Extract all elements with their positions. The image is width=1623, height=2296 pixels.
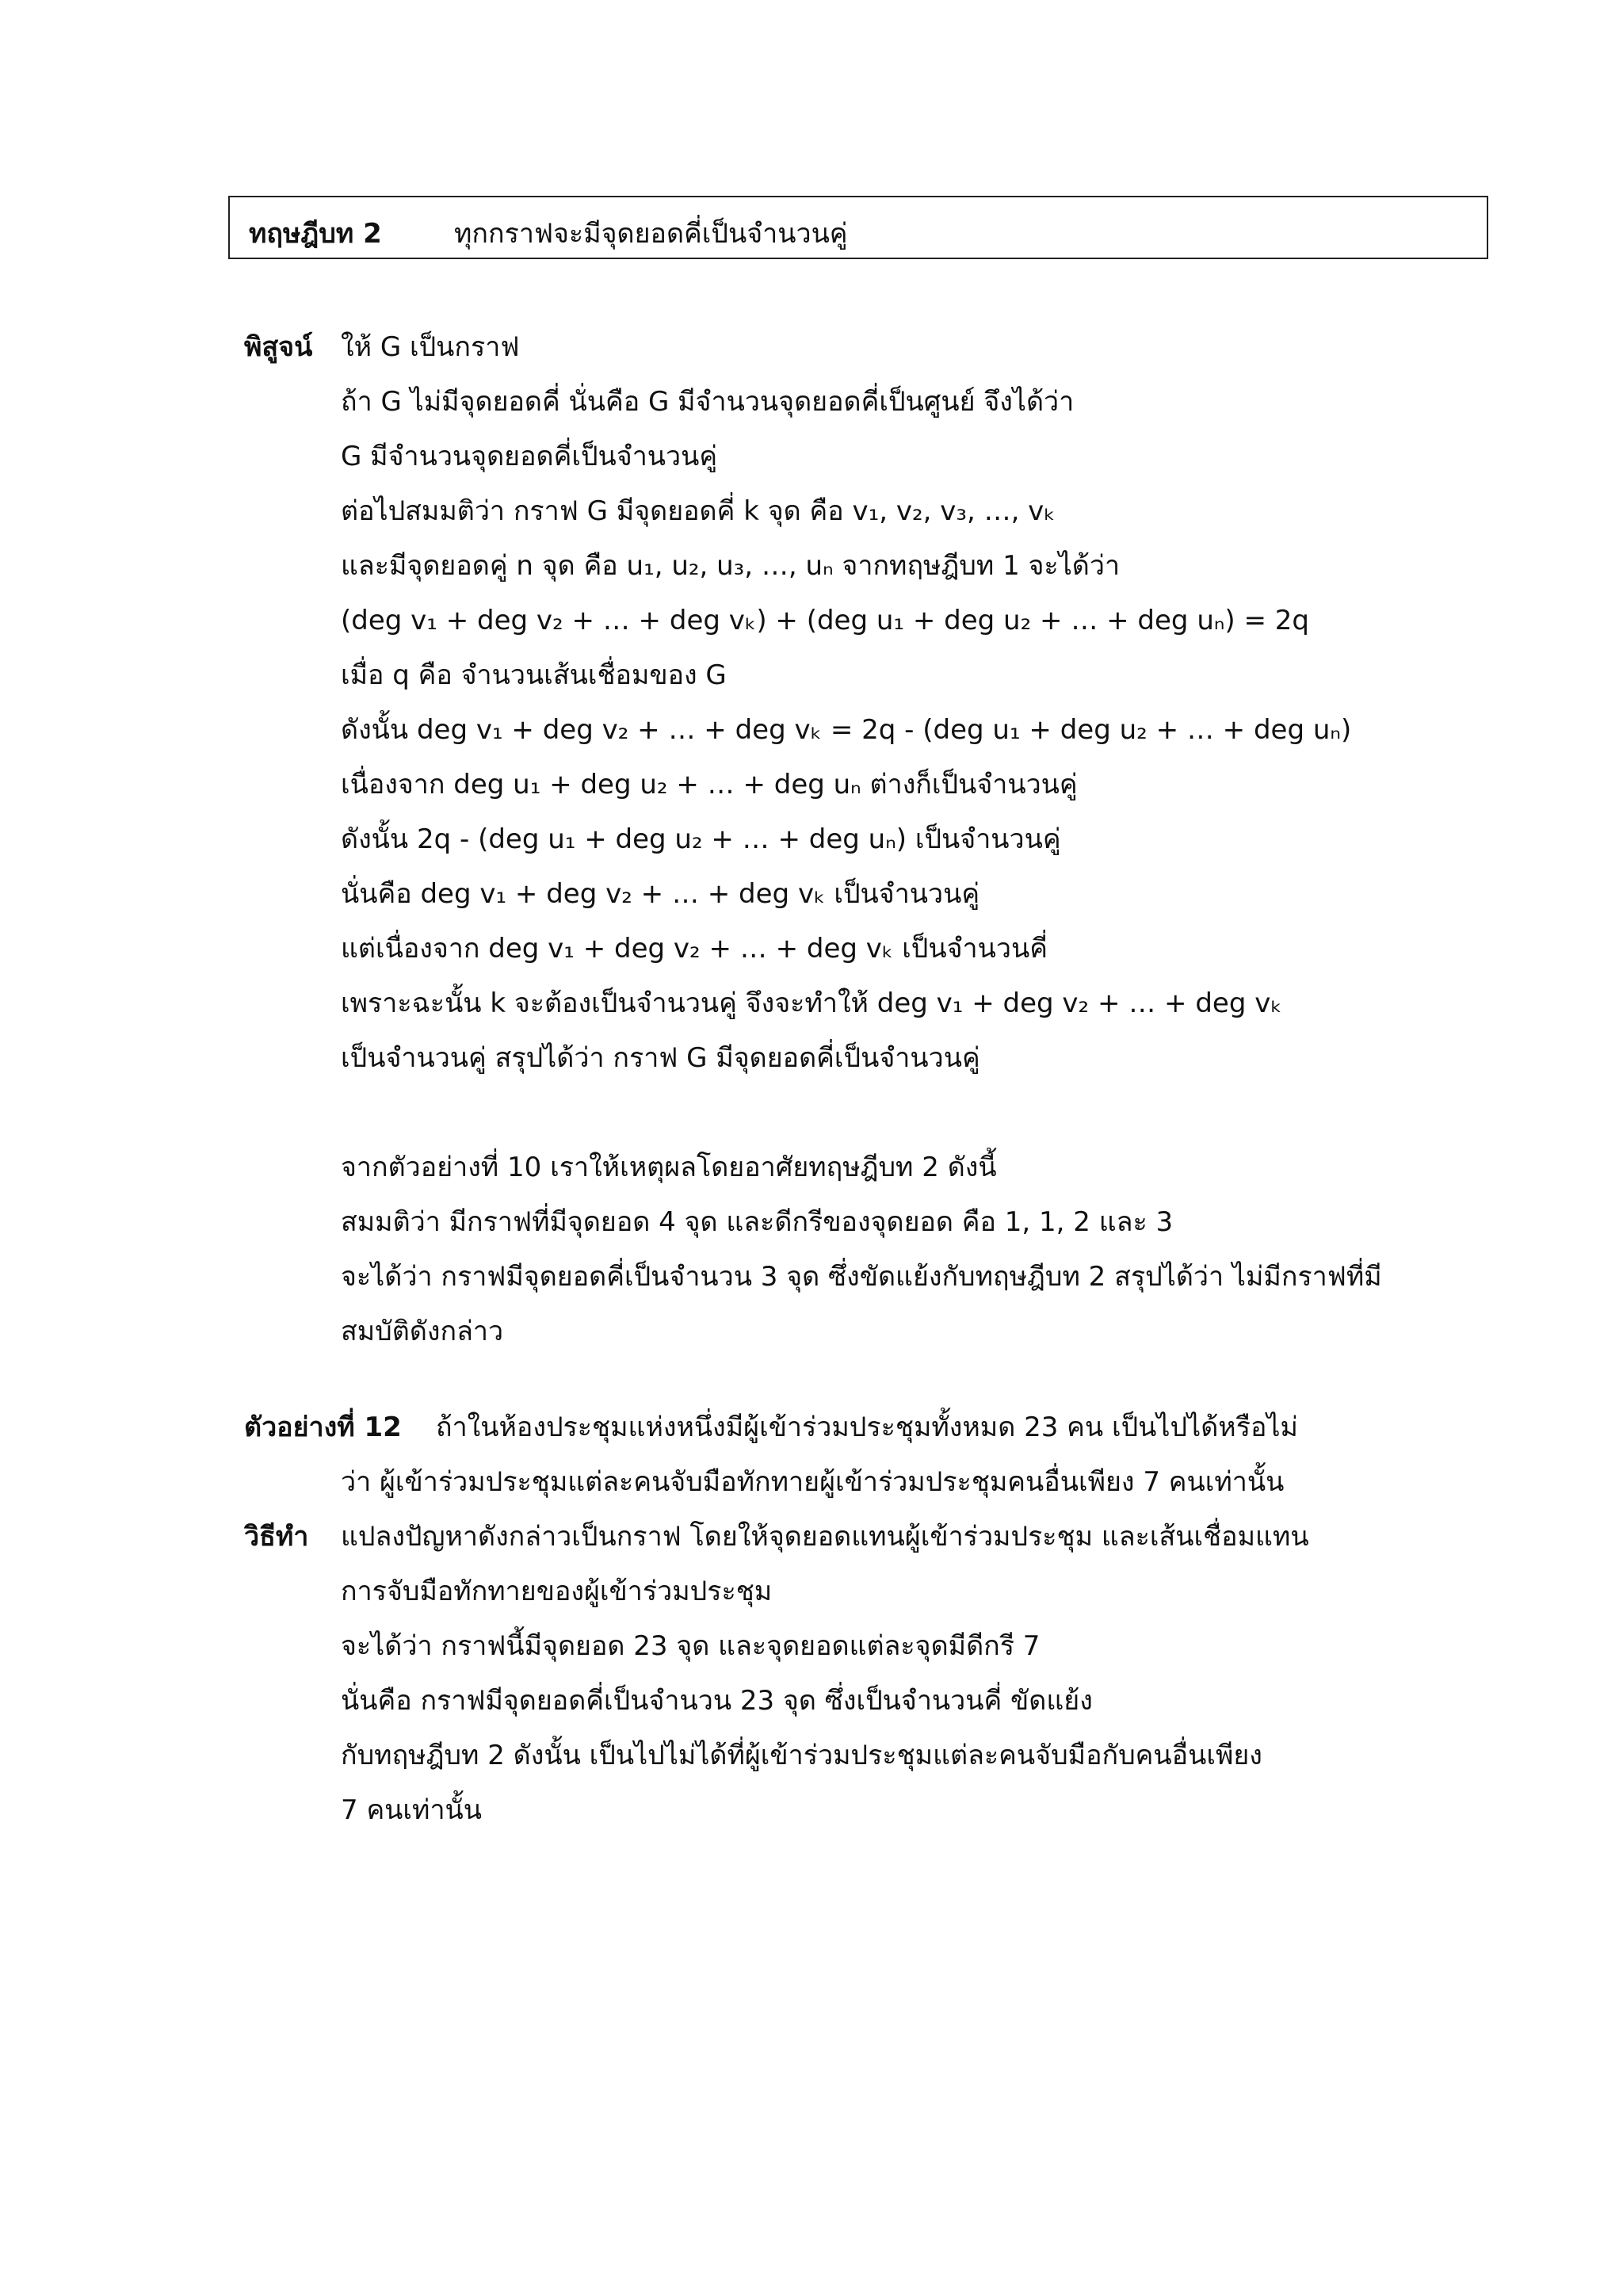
solution-line: จะได้ว่า กราฟนี้มีจุดยอด 23 จุด และจุดยอดแต่ละจุดมีดีกรี 7 [341, 1630, 1041, 1662]
solution-line: การจับมือทักทายของผู้เข้าร่วมประชุม [341, 1576, 773, 1607]
solution-label: วิธีทำ [244, 1521, 309, 1553]
proof-line: เพราะฉะนั้น k จะต้องเป็นจำนวนคู่ จึงจะทำให้ deg v₁ + deg v₂ + … + deg vₖ [341, 988, 1282, 1019]
proof-line: ดังนั้น deg v₁ + deg v₂ + … + deg vₖ = 2q - (deg u₁ + deg u₂ + … + deg uₙ) [341, 714, 1352, 746]
proof-line: เนื่องจาก deg u₁ + deg u₂ + … + deg uₙ ต่างก็เป็นจำนวนคู่ [341, 769, 1078, 800]
theorem-statement: ทุกกราฟจะมีจุดยอดคี่เป็นจำนวนคู่ [454, 218, 848, 250]
proof-line: (deg v₁ + deg v₂ + … + deg vₖ) + (deg u₁ + deg u₂ + … + deg uₙ) = 2q [341, 605, 1309, 636]
solution-line: แปลงปัญหาดังกล่าวเป็นกราฟ โดยให้จุดยอดแทนผู้เข้าร่วมประชุม และเส้นเชื่อมแทน [341, 1521, 1309, 1553]
proof-line: ถ้า G ไม่มีจุดยอดคี่ นั่นคือ G มีจำนวนจุดยอดคี่เป็นศูนย์ จึงได้ว่า [341, 386, 1075, 418]
example-line: ว่า ผู้เข้าร่วมประชุมแต่ละคนจับมือทักทายผู้เข้าร่วมประชุมคนอื่นเพียง 7 คนเท่านั้น [341, 1466, 1285, 1498]
remark-line: จากตัวอย่างที่ 10 เราให้เหตุผลโดยอาศัยทฤษฎีบท 2 ดังนี้ [341, 1152, 997, 1183]
proof-line: เป็นจำนวนคู่ สรุปได้ว่า กราฟ G มีจุดยอดคี่เป็นจำนวนคู่ [341, 1042, 980, 1074]
proof-line: G มีจำนวนจุดยอดคี่เป็นจำนวนคู่ [341, 441, 718, 472]
proof-line: ดังนั้น 2q - (deg u₁ + deg u₂ + … + deg uₙ) เป็นจำนวนคู่ [341, 823, 1061, 855]
remark-line: สมบัติดังกล่าว [341, 1316, 504, 1347]
solution-line: กับทฤษฎีบท 2 ดังนั้น เป็นไปไม่ได้ที่ผู้เข้าร่วมประชุมแต่ละคนจับมือกับคนอื่นเพียง [341, 1740, 1262, 1771]
theorem-box [228, 196, 1488, 259]
proof-line: เมื่อ q คือ จำนวนเส้นเชื่อมของ G [341, 659, 727, 691]
proof-line: ให้ G เป็นกราฟ [341, 331, 520, 363]
example-line: ถ้าในห้องประชุมแห่งหนึ่งมีผู้เข้าร่วมประชุมทั้งหมด 23 คน เป็นไปได้หรือไม่ [436, 1412, 1298, 1443]
proof-label: พิสูจน์ [244, 331, 313, 363]
proof-line: ต่อไปสมมติว่า กราฟ G มีจุดยอดคี่ k จุด คือ v₁, v₂, v₃, …, vₖ [341, 495, 1056, 527]
example-label: ตัวอย่างที่ 12 [244, 1412, 402, 1443]
theorem-label: ทฤษฎีบท 2 [249, 218, 382, 250]
remark-line: สมมติว่า มีกราฟที่มีจุดยอด 4 จุด และดีกรีของจุดยอด คือ 1, 1, 2 และ 3 [341, 1206, 1174, 1238]
proof-line: และมีจุดยอดคู่ n จุด คือ u₁, u₂, u₃, …, uₙ จากทฤษฎีบท 1 จะได้ว่า [341, 550, 1121, 582]
remark-line: จะได้ว่า กราฟมีจุดยอดคี่เป็นจำนวน 3 จุด ซึ่งขัดแย้งกับทฤษฎีบท 2 สรุปได้ว่า ไม่มีกราฟที่มี [341, 1261, 1382, 1293]
proof-line: แต่เนื่องจาก deg v₁ + deg v₂ + … + deg vₖ เป็นจำนวนคี่ [341, 933, 1048, 965]
solution-line: 7 คนเท่านั้น [341, 1794, 483, 1826]
proof-line: นั่นคือ deg v₁ + deg v₂ + … + deg vₖ เป็นจำนวนคู่ [341, 878, 980, 910]
solution-line: นั่นคือ กราฟมีจุดยอดคี่เป็นจำนวน 23 จุด ซึ่งเป็นจำนวนคี่ ขัดแย้ง [341, 1685, 1093, 1717]
